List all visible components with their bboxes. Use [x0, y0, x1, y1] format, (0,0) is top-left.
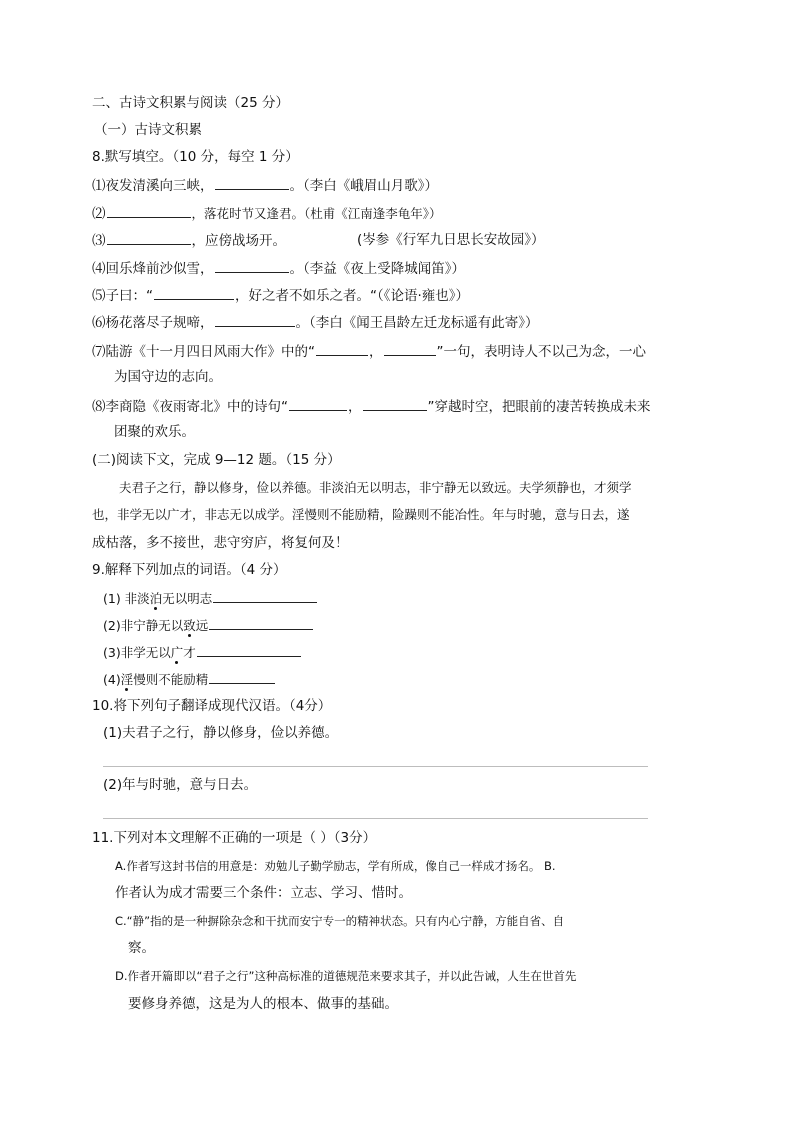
q8-item-7-pre: ⑺陆游《十一月四日风雨大作》中的“	[92, 344, 315, 360]
q8-item-8-cont: 团聚的欢乐。	[114, 424, 195, 440]
q11-option-a: A.作者写这封书信的用意是：劝勉儿子勤学励志，学有所成，像自己一样成才扬名。 B.	[115, 859, 556, 873]
q9-item-4-a: (4)	[103, 672, 121, 687]
q10-sentence-2: (2)年与时驰，意与日去。	[103, 777, 258, 793]
question-11-stem: 11.下列对本文理解不正确的一项是（ ）（3分）	[92, 830, 377, 846]
emphasis-char: 致	[183, 618, 196, 633]
question-8-stem: 8.默写填空。（10 分，每空 1 分）	[92, 149, 299, 165]
q9-item-4	[103, 670, 276, 689]
q8-item-4-post: 。（李益《夜上受降城闻笛》）	[289, 261, 465, 277]
emphasis-char: 泊	[149, 591, 163, 606]
emphasis-char: 广	[170, 645, 184, 660]
q8-item-8-post: ”穿越时空，把眼前的凄苦转换成未来	[427, 399, 651, 415]
fill-blank[interactable]	[289, 397, 347, 411]
q9-item-3-b: 才	[183, 645, 196, 660]
q8-item-2-pre: ⑵	[92, 206, 106, 222]
q8-item-2-post: ，落花时节又逢君。（杜甫《江南逢李龟年》）	[191, 206, 442, 221]
fill-blank[interactable]	[154, 286, 234, 300]
q8-item-3-source: (岑参《行军九日思长安故园》）	[357, 232, 545, 248]
q11-option-b: 作者认为成才需要三个条件：立志、学习、惜时。	[115, 885, 412, 901]
section-title: 二、古诗文积累与阅读（25 分）	[92, 95, 289, 111]
answer-blank[interactable]	[209, 616, 313, 630]
q8-item-1-pre: ⑴夜发清溪向三峡，	[92, 178, 214, 194]
q8-item-6-post: 。（李白《闻王昌龄左迁龙标遥有此寄》）	[295, 315, 539, 331]
q11-option-d: D.作者开篇即以“君子之行”这种高标准的道德规范来要求其子，并以此告诫，人生在世首先	[115, 969, 577, 983]
fill-blank[interactable]	[107, 231, 191, 245]
q8-item-8-mid: ，	[348, 399, 362, 415]
passage-line-3: 成枯落，多不接世，悲守穷庐，将复何及！	[92, 535, 349, 551]
q8-item-8	[92, 397, 651, 416]
answer-blank[interactable]	[197, 643, 301, 657]
q8-item-8-pre: ⑻李商隐《夜雨寄北》中的诗句“	[92, 399, 288, 415]
passage-line-2: 也，非学无以广才，非志无以成学。淫慢则不能励精，险躁则不能冶性。年与时驰，意与日去，遂	[92, 507, 630, 522]
q11-option-c-cont: 察。	[128, 940, 155, 956]
passage-line-1: 夫君子之行，静以修身，俭以养德。非淡泊无以明志，非宁静无以致远。夫学须静也，才须学	[119, 480, 632, 495]
q10-sentence-1: (1)夫君子之行，静以修身，俭以养德。	[103, 725, 339, 741]
q8-item-1	[92, 176, 438, 195]
answer-line[interactable]	[103, 766, 648, 767]
q8-item-6	[92, 313, 539, 332]
q9-item-3	[103, 643, 302, 662]
q8-item-5-pre: ⑸子曰：“	[92, 288, 153, 304]
q9-item-1	[103, 589, 318, 608]
question-10-stem: 10.将下列句子翻译成现代汉语。（4分）	[92, 698, 332, 714]
question-9-stem: 9.解释下列加点的词语。（4 分）	[92, 562, 287, 578]
fill-blank[interactable]	[384, 342, 436, 356]
q8-item-7-post: ”一句，表明诗人不以己为念，一心	[436, 344, 646, 360]
q8-item-3	[92, 231, 286, 250]
fill-blank[interactable]	[107, 204, 191, 218]
q8-item-6-pre: ⑹杨花落尽子规啼，	[92, 315, 214, 331]
q8-item-7-mid: ，	[369, 344, 383, 360]
fill-blank[interactable]	[215, 259, 289, 273]
fill-blank[interactable]	[215, 313, 295, 327]
q9-item-2	[103, 616, 314, 635]
q8-item-4	[92, 259, 465, 278]
q9-item-1-b: 无以明志	[162, 591, 213, 606]
q8-item-5-post: ，好之者不如乐之者。“（《论语·雍也》）	[235, 288, 470, 304]
q11-option-c: C.“静”指的是一种摒除杂念和干扰而安宁专一的精神状态。只有内心宁静，方能自省、自	[115, 914, 565, 928]
q8-item-7	[92, 342, 646, 361]
q8-item-5	[92, 286, 469, 305]
q8-item-3-pre: ⑶	[92, 233, 106, 249]
q9-item-2-a: (2)非宁静无以	[103, 618, 184, 633]
answer-blank[interactable]	[209, 670, 275, 684]
q9-item-1-a: (1) 非淡	[103, 591, 150, 606]
q11-option-d-cont: 要修身养德，这是为人的根本、做事的基础。	[128, 996, 398, 1012]
subsection-title: （一）古诗文积累	[94, 122, 202, 138]
q8-item-3-post: ，应傍战场开。	[191, 233, 286, 249]
reading-section-title: (二)阅读下文，完成 9—12 题。（15 分）	[92, 452, 341, 468]
fill-blank[interactable]	[363, 397, 427, 411]
fill-blank[interactable]	[316, 342, 368, 356]
q9-item-2-b: 远	[195, 618, 209, 633]
q8-item-7-cont: 为国守边的志向。	[114, 369, 222, 385]
fill-blank[interactable]	[215, 176, 289, 190]
q9-item-4-b: 慢则不能励精	[133, 672, 209, 687]
emphasis-char: 淫	[120, 672, 134, 687]
answer-blank[interactable]	[213, 589, 317, 603]
q8-item-2	[92, 204, 442, 223]
q9-item-3-a: (3)非学无以	[103, 645, 171, 660]
answer-line[interactable]	[103, 818, 648, 819]
q8-item-4-pre: ⑷回乐烽前沙似雪，	[92, 261, 214, 277]
q8-item-1-post: 。（李白《峨眉山月歌》）	[289, 178, 438, 194]
